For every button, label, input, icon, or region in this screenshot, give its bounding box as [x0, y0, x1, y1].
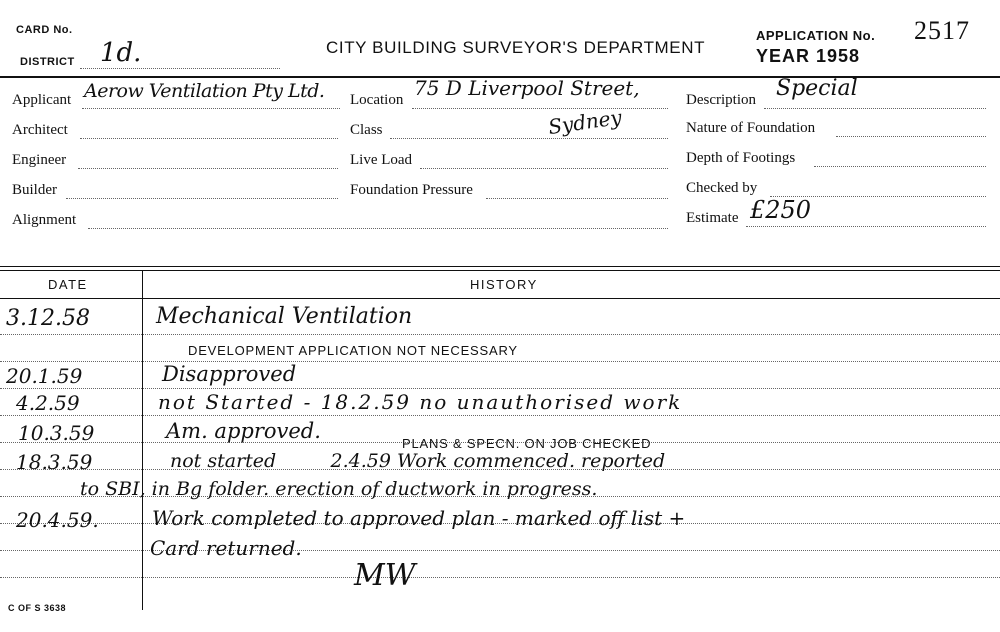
applicant-label: Applicant [12, 92, 72, 108]
history-entry-2: Disapproved [162, 362, 297, 386]
history-entry-4: Am. approved. [166, 419, 321, 443]
live-load-line [420, 168, 668, 169]
history-entry-7: Work completed to approved plan - marked off list + [152, 506, 686, 530]
form-code: C OF S 3638 [8, 603, 67, 613]
district-underline [80, 68, 280, 69]
year-label: YEAR 1958 [756, 46, 861, 66]
history-date-2: 20.1.59 [6, 364, 83, 388]
nature-of-foundation-label: Nature of Foundation [686, 120, 816, 136]
depth-of-footings-line [814, 166, 986, 167]
architect-label: Architect [12, 122, 68, 138]
foundation-pressure-label: Foundation Pressure [350, 182, 473, 198]
initials-signature: MW [354, 558, 416, 593]
estimate-line [746, 226, 986, 227]
history-top-rule [0, 266, 1000, 267]
history-entry-8: Card returned. [150, 536, 302, 560]
builder-label: Builder [12, 182, 57, 198]
foundation-pressure-line [486, 198, 668, 199]
history-top-rule-2 [0, 270, 1000, 271]
date-column-header: DATE [48, 277, 88, 292]
history-date-7: 20.4.59. [16, 508, 99, 532]
location-value-line1: 75 D Liverpool Street, [414, 76, 640, 100]
history-date-5: 18.3.59 [16, 450, 93, 474]
district-label: DISTRICT [20, 56, 75, 68]
applicant-value: Aerow Ventilation Pty Ltd. [84, 80, 325, 102]
location-value-line2: Sydney [546, 104, 624, 140]
history-header-rule [0, 298, 1000, 299]
history-typed-2: PLANS & SPECN. ON JOB CHECKED [402, 436, 652, 451]
history-line-4 [0, 415, 1000, 416]
card-no-label: CARD No. [16, 24, 73, 36]
history-typed-1: DEVELOPMENT APPLICATION NOT NECESSARY [188, 343, 518, 358]
class-label: Class [350, 122, 383, 138]
history-entry-6: to SBI, in Bg folder. erection of ductwork in progress. [80, 478, 598, 500]
department-title: CITY BUILDING SURVEYOR'S DEPARTMENT [326, 38, 706, 57]
history-date-4: 10.3.59 [18, 421, 95, 445]
alignment-line [88, 228, 668, 229]
application-no-label: APPLICATION No. [756, 28, 876, 43]
location-label: Location [350, 92, 404, 108]
engineer-line [78, 168, 338, 169]
engineer-label: Engineer [12, 152, 67, 168]
nature-of-foundation-line [836, 136, 986, 137]
depth-of-footings-label: Depth of Footings [686, 150, 796, 166]
applicant-line [82, 108, 340, 109]
history-entry-1: Mechanical Ventilation [156, 304, 413, 329]
history-column-header: HISTORY [470, 277, 538, 292]
estimate-label: Estimate [686, 210, 739, 226]
district-value: 1d. [100, 38, 142, 68]
builder-line [66, 198, 338, 199]
description-label: Description [686, 92, 756, 108]
architect-line [80, 138, 338, 139]
history-line-1 [0, 334, 1000, 335]
alignment-label: Alignment [12, 212, 77, 228]
location-line [412, 108, 668, 109]
history-line-10 [0, 577, 1000, 578]
date-column-divider [142, 270, 143, 610]
live-load-label: Live Load [350, 152, 413, 168]
checked-by-label: Checked by [686, 180, 758, 196]
class-line [390, 138, 668, 139]
estimate-value: £250 [750, 196, 812, 224]
description-value: Special [776, 76, 858, 101]
history-entry-5: not started 2.4.59 Work commenced. reported [170, 450, 666, 472]
history-line-3 [0, 388, 1000, 389]
history-line-2 [0, 361, 1000, 362]
history-date-1: 3.12.58 [6, 306, 90, 331]
application-number: 2517 [914, 16, 970, 45]
history-date-3: 4.2.59 [16, 391, 80, 415]
history-entry-3: not Started - 18.2.59 no unauthorised work [158, 390, 683, 414]
description-line [764, 108, 986, 109]
